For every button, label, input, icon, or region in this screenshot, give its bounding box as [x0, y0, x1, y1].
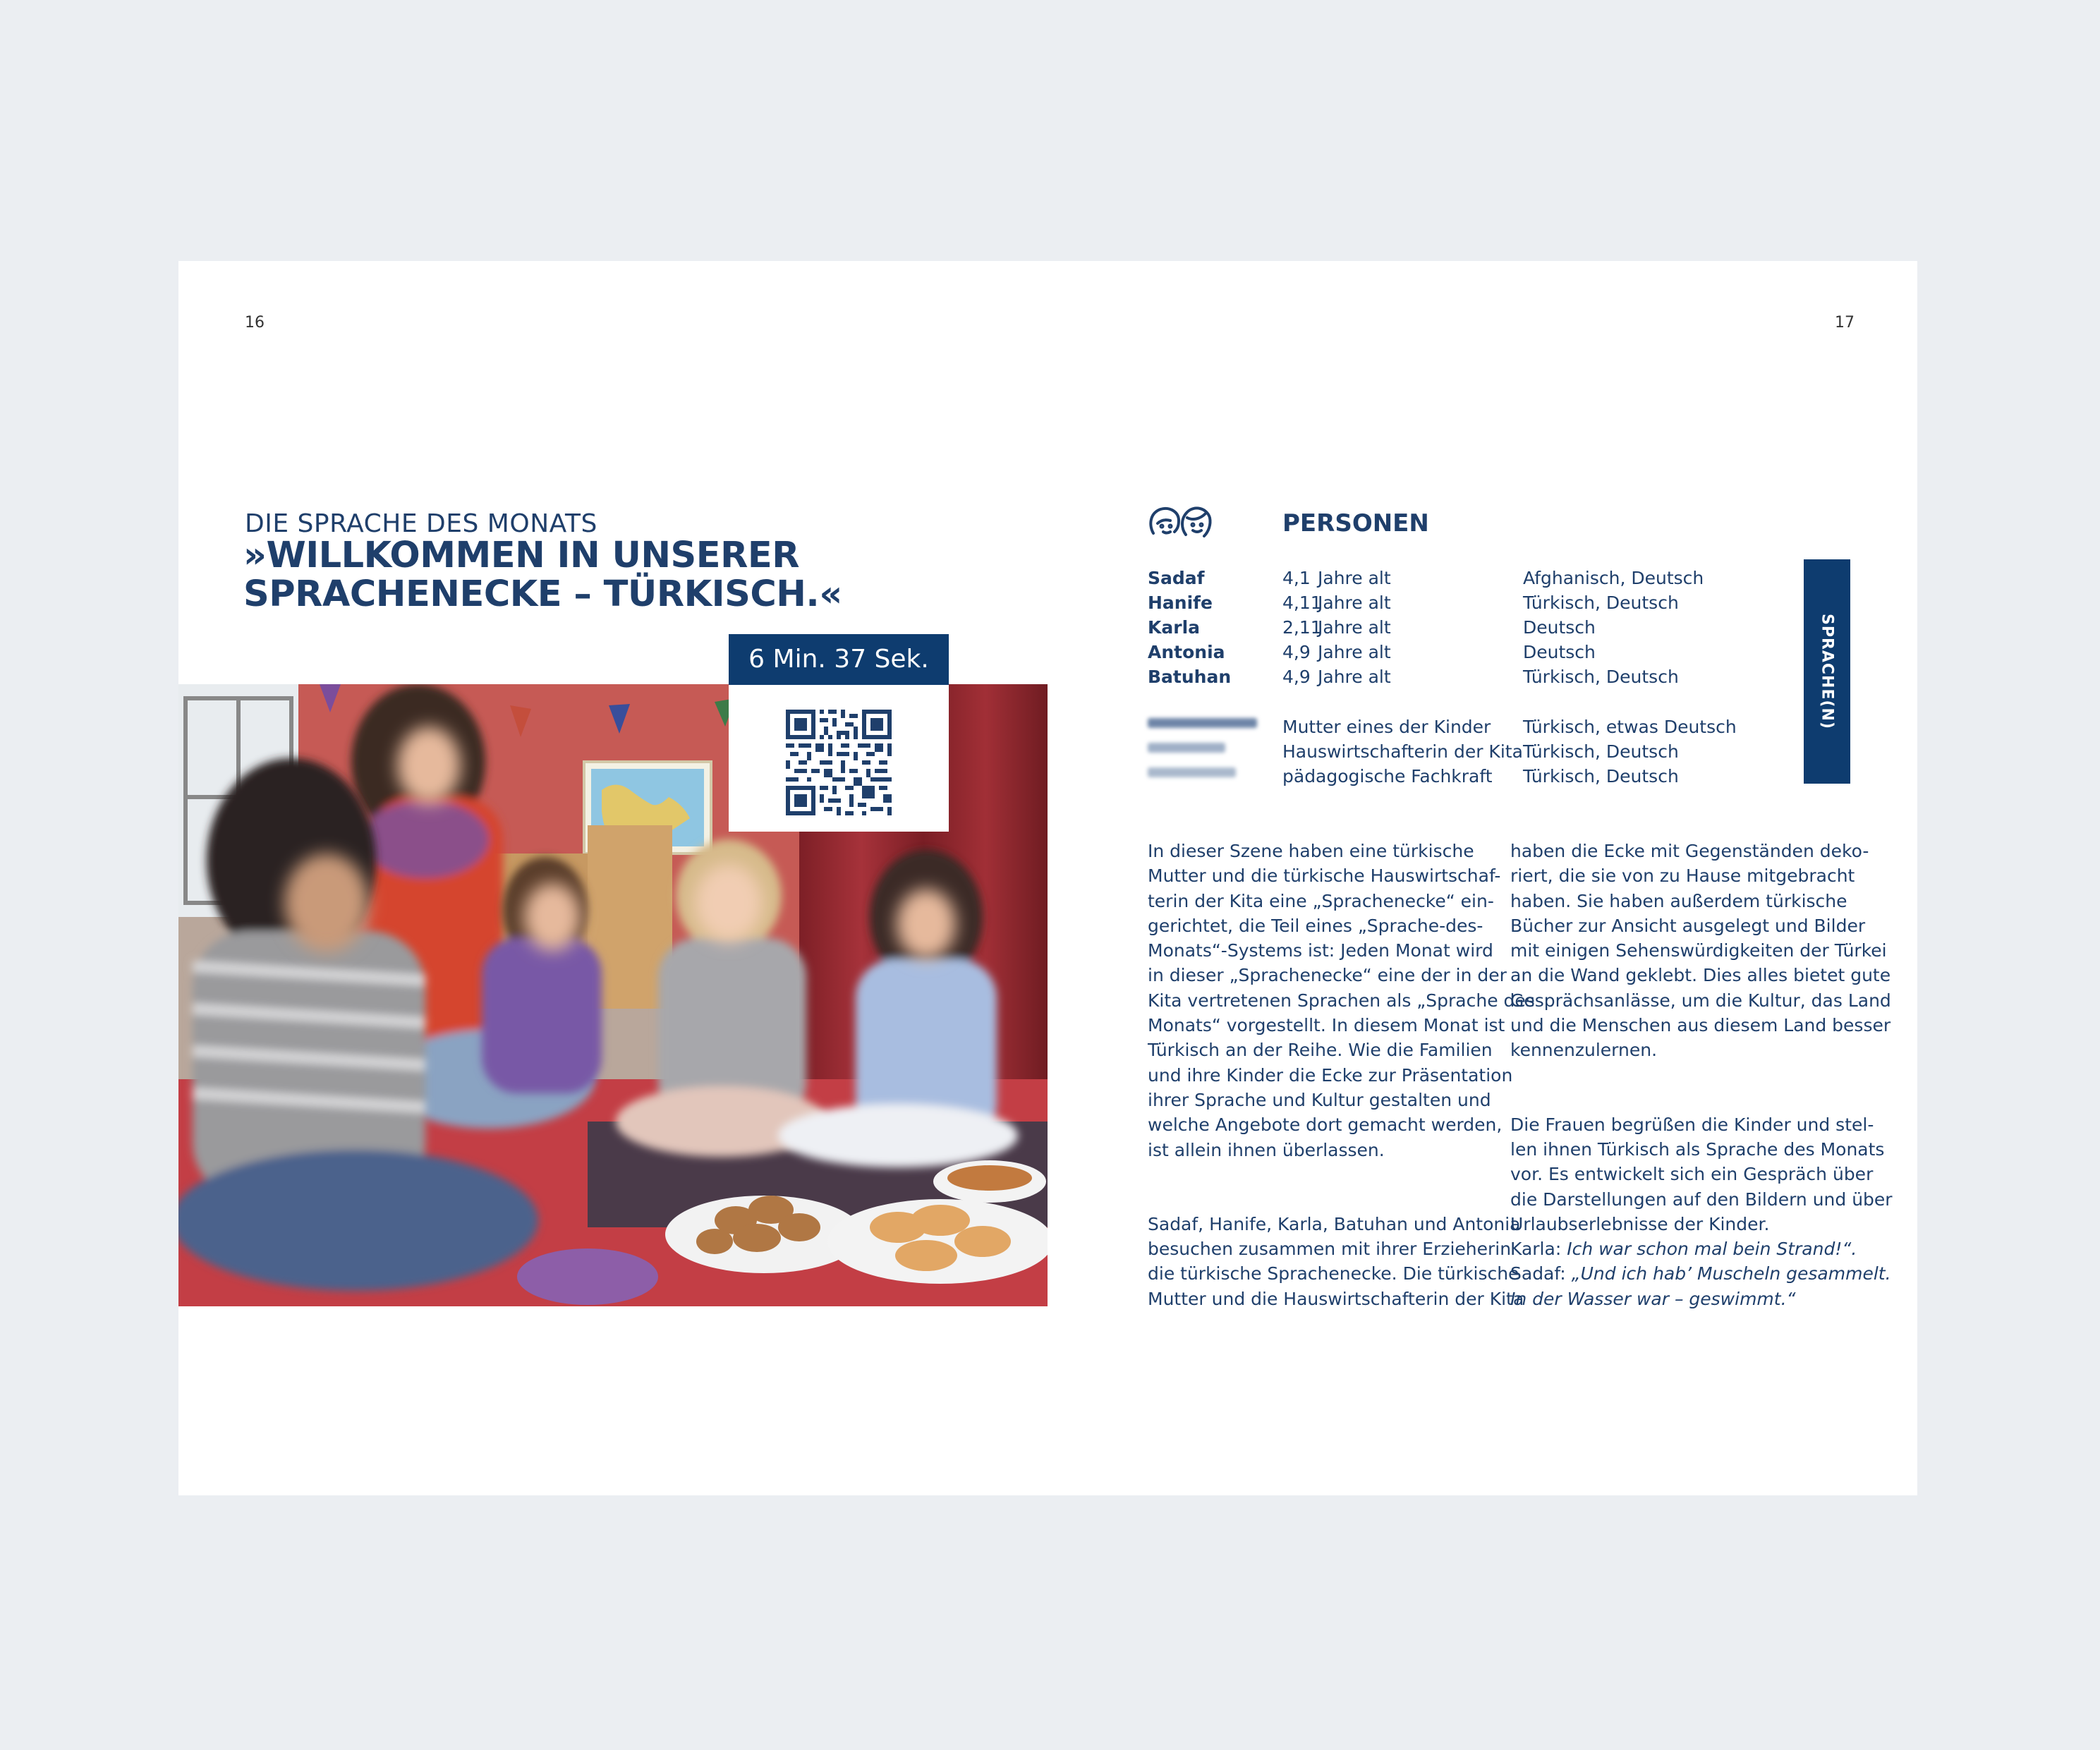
children-ages-column — [1282, 566, 1391, 689]
quote-text: „Und ich hab’ Muscheln gesammelt. — [1571, 1263, 1891, 1284]
body-line: In dieser Szene haben eine türkische — [1148, 841, 1474, 861]
adult-role: pädagogische Fachkraft — [1282, 766, 1493, 786]
child-age: 4,11 — [1282, 593, 1322, 613]
open-quote: » — [243, 535, 267, 576]
quote-speaker: Karla: — [1510, 1239, 1562, 1260]
child-languages: Deutsch — [1523, 617, 1596, 638]
kicker: DIE SPRACHE DES MONATS — [245, 509, 597, 538]
child-age: 4,1 — [1282, 568, 1311, 588]
child-age-row — [1282, 590, 1391, 615]
body-line: Gesprächsanlässe, um die Kultur, das Land — [1510, 990, 1891, 1011]
child-age-row — [1282, 640, 1391, 664]
close-quote: « — [819, 573, 842, 615]
body-line: ihrer Sprache und Kultur gestalten und — [1148, 1089, 1491, 1110]
body-line: Mutter und die Hauswirtschafterin der Kita — [1148, 1288, 1524, 1309]
child-name: Karla — [1148, 617, 1201, 638]
page-number-right: 17 — [1835, 314, 1855, 332]
body-line: haben die Ecke mit Gegenständen deko- — [1510, 841, 1869, 861]
body-column-1 — [1148, 839, 1535, 1311]
body-line: terin der Kita eine „Sprachenecke“ ein- — [1148, 890, 1494, 911]
quote-text: In der Wasser war – geswimmt.“ — [1510, 1288, 1796, 1309]
redacted-name — [1148, 767, 1236, 777]
redacted-names — [1148, 718, 1257, 777]
body-line: besuchen zusammen mit ihrer Erzieherin — [1148, 1239, 1512, 1260]
child-name: Antonia — [1148, 642, 1225, 662]
adult-languages: Türkisch, Deutsch — [1523, 766, 1679, 786]
headline-line-2-text: SPRACHENECKE – TÜRKISCH. — [243, 573, 820, 615]
side-tab-label: SPRACHE(N) — [1818, 613, 1836, 730]
adult-languages-column — [1523, 715, 1737, 789]
video-duration-label: 6 Min. 37 Sek. — [729, 634, 949, 685]
body-line: in dieser „Sprachenecke“ eine der in der — [1148, 965, 1507, 986]
headline-line-1-text: WILLKOMMEN IN UNSERER — [266, 535, 799, 576]
quote-speaker: Sadaf: — [1510, 1263, 1566, 1284]
body-line: Sadaf, Hanife, Karla, Batuhan und Antonia — [1148, 1213, 1521, 1234]
redacted-name — [1148, 743, 1225, 753]
child-name: Sadaf — [1148, 568, 1205, 588]
qr-code[interactable] — [786, 710, 892, 815]
child-languages: Türkisch, Deutsch — [1523, 667, 1679, 687]
adult-role: Mutter eines der Kinder — [1282, 717, 1491, 737]
child-age-unit: Jahre alt — [1318, 568, 1391, 588]
child-languages: Türkisch, Deutsch — [1523, 593, 1679, 613]
child-age-row — [1282, 615, 1391, 640]
body-line: mit einigen Sehenswürdigkeiten der Türkei — [1510, 940, 1887, 961]
body-line: die Darstellungen auf den Bildern und über — [1510, 1189, 1893, 1210]
child-age-unit: Jahre alt — [1318, 642, 1391, 662]
body-line: Monats“-Systems ist: Jeden Monat wird — [1148, 940, 1493, 961]
child-age-unit: Jahre alt — [1318, 593, 1391, 613]
people-icon — [1148, 502, 1213, 539]
adult-roles-column — [1282, 715, 1523, 789]
body-line: vor. Es entwickelt sich ein Gespräch über — [1510, 1164, 1874, 1185]
body-line: Türkisch an der Reihe. Wie die Familien — [1148, 1040, 1493, 1061]
body-line: und ihre Kinder die Ecke zur Präsentation — [1148, 1064, 1513, 1086]
child-age: 2,11 — [1282, 617, 1322, 638]
section-title-personen: PERSONEN — [1282, 509, 1429, 537]
headline-line-2 — [243, 575, 842, 614]
child-languages: Afghanisch, Deutsch — [1523, 568, 1704, 588]
body-line: Bücher zur Ansicht ausgelegt und Bilder — [1510, 915, 1866, 936]
headline — [243, 536, 842, 614]
body-line: die türkische Sprachenecke. Die türkische — [1148, 1263, 1519, 1284]
child-name: Batuhan — [1148, 667, 1232, 687]
quote-text: Ich war schon mal bein Strand!“. — [1567, 1239, 1857, 1260]
body-column-2 — [1510, 839, 1893, 1311]
body-line: len ihnen Türkisch als Sprache des Monats — [1510, 1138, 1885, 1160]
qr-code-box — [729, 685, 949, 832]
body-line: Urlaubserlebnisse der Kinder. — [1510, 1213, 1770, 1234]
body-line: Monats“ vorgestellt. In diesem Monat ist — [1148, 1015, 1505, 1036]
child-age: 4,9 — [1282, 667, 1311, 687]
quote-line — [1510, 1261, 1893, 1286]
body-line: Die Frauen begrüßen die Kinder und stel- — [1510, 1114, 1874, 1135]
body-line: welche Angebote dort gemacht werden, — [1148, 1114, 1503, 1136]
body-line: riert, die sie von zu Hause mitgebracht — [1510, 865, 1855, 887]
child-name: Hanife — [1148, 593, 1213, 613]
adult-languages: Türkisch, Deutsch — [1523, 741, 1679, 762]
body-line: kennenzulernen. — [1510, 1040, 1658, 1061]
adult-languages: Türkisch, etwas Deutsch — [1523, 717, 1737, 737]
quote-line — [1510, 1287, 1893, 1311]
child-languages: Deutsch — [1523, 642, 1596, 662]
adult-role: Hauswirtschafterin der Kita — [1282, 741, 1523, 762]
child-age: 4,9 — [1282, 642, 1311, 662]
children-languages-column — [1523, 566, 1704, 689]
headline-line-1 — [243, 536, 842, 575]
body-line: Mutter und die türkische Hauswirtschaf- — [1148, 865, 1501, 887]
body-line: Kita vertretenen Sprachen als „Sprache des — [1148, 990, 1535, 1011]
children-names-column — [1148, 566, 1231, 689]
body-line: an die Wand geklebt. Dies alles bietet gute — [1510, 965, 1891, 986]
child-age-row — [1282, 664, 1391, 689]
page-number-left: 16 — [245, 314, 265, 332]
child-age-row — [1282, 566, 1391, 590]
body-line: ist allein ihnen überlassen. — [1148, 1139, 1385, 1160]
child-age-unit: Jahre alt — [1318, 617, 1391, 638]
body-line: haben. Sie haben außerdem türkische — [1510, 890, 1847, 911]
side-tab — [1804, 559, 1850, 784]
body-line: und die Menschen aus diesem Land besser — [1510, 1015, 1891, 1036]
child-age-unit: Jahre alt — [1318, 667, 1391, 687]
quote-line — [1510, 1236, 1893, 1261]
redacted-name — [1148, 718, 1257, 728]
body-line: gerichtet, die Teil eines „Sprache-des- — [1148, 915, 1483, 936]
